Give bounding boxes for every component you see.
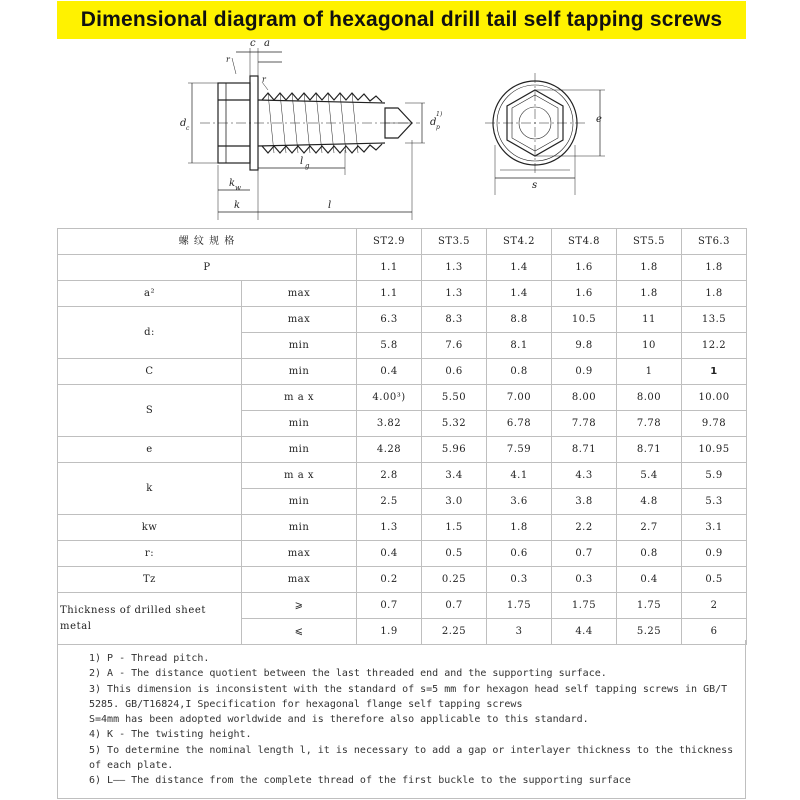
param-name: r: (58, 541, 242, 567)
value-cell: 2 (682, 593, 747, 619)
param-qualifier: min (242, 437, 357, 463)
footnote: 3) This dimension is inconsistent with the standard of s=5 mm for hexagon head self tapping screws in GB/T 5285. GB/T16824,I Specification for hexagonal flange self tapping screws (89, 683, 734, 710)
size-header: ST4.8 (552, 229, 617, 255)
value-cell: 2.5 (357, 489, 422, 515)
value-cell: 1.6 (552, 281, 617, 307)
value-cell: 2.25 (422, 619, 487, 645)
value-cell: 4.00³) (357, 385, 422, 411)
table-row (58, 307, 747, 333)
table-row (58, 385, 747, 411)
label-dp-sub: p (436, 124, 440, 131)
value-cell: 12.2 (682, 333, 747, 359)
page-title: Dimensional diagram of hexagonal drill tail self tapping screws (80, 8, 723, 31)
param-qualifier: ⩽ (242, 619, 357, 645)
label-lg-sub: g (305, 162, 310, 170)
value-cell: 0.4 (617, 567, 682, 593)
value-cell: 9.78 (682, 411, 747, 437)
value-cell: 3.8 (552, 489, 617, 515)
label-dp-sup: 1) (436, 111, 443, 118)
table-row (58, 437, 747, 463)
value-cell: 0.3 (552, 567, 617, 593)
param-qualifier: m a x (242, 463, 357, 489)
spec-table (57, 228, 747, 645)
value-cell: 0.7 (552, 541, 617, 567)
value-cell: 4.8 (617, 489, 682, 515)
label-kw: k (229, 178, 236, 189)
value-cell: 8.00 (617, 385, 682, 411)
value-cell: 0.6 (422, 359, 487, 385)
param-qualifier: max (242, 281, 357, 307)
value-cell: 10.00 (682, 385, 747, 411)
table-row (58, 593, 747, 619)
footnote: 6) L—— The distance from the complete thread of the first buckle to the supporting surface (89, 775, 631, 787)
value-cell: 0.8 (487, 359, 552, 385)
value-cell: 4.4 (552, 619, 617, 645)
value-cell: 5.96 (422, 437, 487, 463)
value-cell: 1.75 (487, 593, 552, 619)
value-cell: 5.25 (617, 619, 682, 645)
size-header: ST6.3 (682, 229, 747, 255)
param-name: a² (58, 281, 242, 307)
screw-diagram (0, 38, 800, 228)
value-cell: 1.8 (617, 255, 682, 281)
param-name: Thickness of drilled sheet metal (58, 593, 242, 645)
param-name: Tz (58, 567, 242, 593)
value-cell: 3 (487, 619, 552, 645)
value-cell: 0.25 (422, 567, 487, 593)
value-cell: 1.9 (357, 619, 422, 645)
value-cell: 1.5 (422, 515, 487, 541)
param-name: kw (58, 515, 242, 541)
value-cell: 5.9 (682, 463, 747, 489)
value-cell: 1.8 (682, 281, 747, 307)
label-a: a (264, 38, 270, 49)
label-dc-sub: c (186, 125, 190, 132)
param-qualifier: max (242, 307, 357, 333)
value-cell: 0.8 (617, 541, 682, 567)
value-cell: 7.00 (487, 385, 552, 411)
value-cell: 2.2 (552, 515, 617, 541)
value-cell: 8.71 (552, 437, 617, 463)
table-row (58, 359, 747, 385)
label-l: l (328, 200, 332, 211)
value-cell: 4.3 (552, 463, 617, 489)
value-cell: 4.28 (357, 437, 422, 463)
value-cell: 6.3 (357, 307, 422, 333)
param-qualifier: min (242, 333, 357, 359)
value-cell: 0.9 (682, 541, 747, 567)
value-cell: 7.59 (487, 437, 552, 463)
value-cell: 10 (617, 333, 682, 359)
param-name: C (58, 359, 242, 385)
label-r1: r (226, 55, 230, 64)
value-cell: 3.4 (422, 463, 487, 489)
param-name: k (58, 463, 242, 515)
param-name: S (58, 385, 242, 437)
label-k: k (234, 200, 241, 211)
param-qualifier: ⩾ (242, 593, 357, 619)
value-cell: 0.4 (357, 541, 422, 567)
label-lg: l (300, 156, 304, 167)
size-header: ST2.9 (357, 229, 422, 255)
value-cell: 0.9 (552, 359, 617, 385)
value-cell: 1.6 (552, 255, 617, 281)
value-cell: 8.1 (487, 333, 552, 359)
value-cell: 0.5 (682, 567, 747, 593)
label-kw-sub: w (235, 184, 241, 192)
value-cell: 5.4 (617, 463, 682, 489)
value-cell: 13.5 (682, 307, 747, 333)
table-row (58, 281, 747, 307)
value-cell: 5.8 (357, 333, 422, 359)
value-cell: 8.8 (487, 307, 552, 333)
value-cell: 7.78 (552, 411, 617, 437)
param-qualifier: max (242, 567, 357, 593)
footnote: 4) K - The twisting height. (89, 729, 252, 741)
label-dp: d (430, 117, 437, 128)
label-e: e (596, 114, 602, 125)
value-cell: 9.8 (552, 333, 617, 359)
label-s: s (532, 180, 538, 191)
value-cell: 1.3 (422, 255, 487, 281)
table-header-row (58, 229, 747, 255)
value-cell: 3.0 (422, 489, 487, 515)
param-qualifier: max (242, 541, 357, 567)
value-cell: 1.75 (552, 593, 617, 619)
table-row (58, 463, 747, 489)
value-cell: 6 (682, 619, 747, 645)
size-header: ST4.2 (487, 229, 552, 255)
param-qualifier: min (242, 515, 357, 541)
value-cell: 1 (617, 359, 682, 385)
value-cell: 1 (682, 359, 747, 385)
value-cell: 3.82 (357, 411, 422, 437)
value-cell: 10.95 (682, 437, 747, 463)
value-cell: 4.1 (487, 463, 552, 489)
value-cell: 0.6 (487, 541, 552, 567)
value-cell: 1.8 (617, 281, 682, 307)
value-cell: 0.3 (487, 567, 552, 593)
footnote: 1) P - Thread pitch. (89, 653, 210, 664)
table-row (58, 255, 747, 281)
value-cell: 10.5 (552, 307, 617, 333)
table-row (58, 515, 747, 541)
value-cell: 8.00 (552, 385, 617, 411)
table-row (58, 541, 747, 567)
size-header: ST5.5 (617, 229, 682, 255)
value-cell: 8.3 (422, 307, 487, 333)
value-cell: 7.6 (422, 333, 487, 359)
value-cell: 1.8 (682, 255, 747, 281)
value-cell: 0.4 (357, 359, 422, 385)
value-cell: 1.1 (357, 281, 422, 307)
footnote: S=4mm has been adopted worldwide and is therefore also applicable to this standard. (89, 714, 589, 726)
param-qualifier: min (242, 489, 357, 515)
param-qualifier: min (242, 359, 357, 385)
value-cell: 0.2 (357, 567, 422, 593)
value-cell: 1.4 (487, 255, 552, 281)
title-banner (57, 1, 746, 39)
value-cell: 8.71 (617, 437, 682, 463)
value-cell: 0.7 (422, 593, 487, 619)
footnote: 2) A - The distance quotient between the last threaded end and the supporting surface. (89, 668, 607, 680)
value-cell: 2.8 (357, 463, 422, 489)
size-header: ST3.5 (422, 229, 487, 255)
value-cell: 1.3 (357, 515, 422, 541)
value-cell: 1.1 (357, 255, 422, 281)
value-cell: 5.3 (682, 489, 747, 515)
value-cell: 3.6 (487, 489, 552, 515)
value-cell: 5.32 (422, 411, 487, 437)
value-cell: 1.4 (487, 281, 552, 307)
thread-spec-header: 螺 纹 规 格 (58, 229, 357, 255)
param-name: e (58, 437, 242, 463)
param-qualifier: m a x (242, 385, 357, 411)
value-cell: 6.78 (487, 411, 552, 437)
value-cell: 1.8 (487, 515, 552, 541)
value-cell: 0.7 (357, 593, 422, 619)
value-cell: 7.78 (617, 411, 682, 437)
value-cell: 2.7 (617, 515, 682, 541)
value-cell: 0.5 (422, 541, 487, 567)
param-qualifier: min (242, 411, 357, 437)
param-name: P (58, 255, 357, 281)
footnotes (57, 640, 746, 799)
hex-top-view (485, 73, 605, 195)
table-row (58, 567, 747, 593)
value-cell: 5.50 (422, 385, 487, 411)
label-dc: d (180, 118, 187, 129)
footnote: 5) To determine the nominal length l, it is necessary to add a gap or interlayer thickness to the thickness of each plate. (89, 744, 740, 772)
label-c: c (250, 38, 256, 49)
label-r: r (262, 75, 266, 84)
value-cell: 1.75 (617, 593, 682, 619)
param-name: d: (58, 307, 242, 359)
value-cell: 1.3 (422, 281, 487, 307)
value-cell: 3.1 (682, 515, 747, 541)
value-cell: 11 (617, 307, 682, 333)
